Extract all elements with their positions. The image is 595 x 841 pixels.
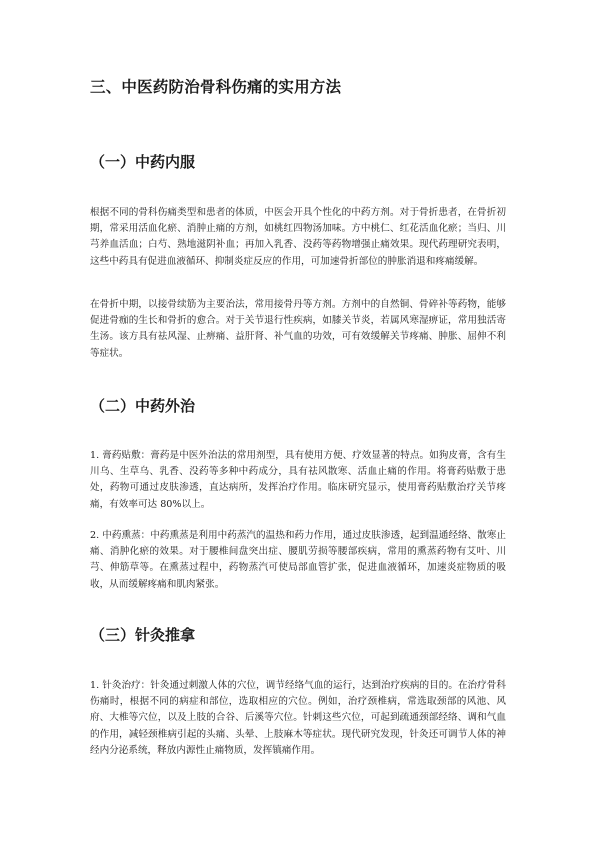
section-heading-internal-medicine: （一）中药内服 — [90, 153, 196, 171]
paragraph: 在骨折中期，以接骨续筋为主要治法，常用接骨丹等方剂。方剂中的自然铜、骨碎补等药物，能够促进骨痂的生长和骨折的愈合。对于关节退行性疾病，如膝关节炎，若属风寒湿痹证，常用独活寄生汤。该方具有祛风湿、止痹痛、益肝肾、补气血的功效，可有效缓解关节疼痛、肿胀、屈伸不利等症状。 — [90, 299, 506, 359]
paragraph: 2. 中药熏蒸：中药熏蒸是利用中药蒸汽的温热和药力作用，通过皮肤渗透，起到温通经络、散寒止痛、消肿化瘀的效果。对于腰椎间盘突出症、腰肌劳损等腰部疾病，常用的熏蒸药物有艾叶、川芎、伸筋草等。在熏蒸过程中，药物蒸汽可使局部血管扩张，促进血液循环，加速炎症物质的吸收，从而缓解疼痛和肌肉紧张。 — [90, 530, 506, 590]
section-heading-external-treatment: （二）中药外治 — [90, 397, 196, 415]
paragraph: 1. 膏药贴敷：膏药是中医外治法的常用剂型，具有使用方便、疗效显著的特点。如狗皮膏，含有生川乌、生草乌、乳香、没药等多种中药成分，具有祛风散寒、活血止痛的作用。将膏药贴敷于患处，药物可通过皮肤渗透，直达病所，发挥治疗作用。临床研究显示，使用膏药贴敷治疗关节疼痛，有效率可达 80%以上。 — [90, 450, 506, 510]
section-heading-acupuncture-massage: （三）针灸推拿 — [90, 626, 196, 644]
page-title: 三、中医药防治骨科伤痛的实用方法 — [90, 78, 342, 96]
paragraph: 1. 针灸治疗：针灸通过刺激人体的穴位，调节经络气血的运行，达到治疗疾病的目的。在治疗骨科伤痛时，根据不同的病症和部位，选取相应的穴位。例如，治疗颈椎病，常选取颈部的风池、风府、大椎等穴位，以及上肢的合谷、后溪等穴位。针刺这些穴位，可起到疏通颈部经络、调和气血的作用，减轻颈椎病引起的头痛、头晕、上肢麻木等症状。现代研究发现，针灸还可调节人体的神经内分泌系统，释放内源性止痛物质，发挥镇痛作用。 — [90, 680, 506, 756]
paragraph: 根据不同的骨科伤痛类型和患者的体质，中医会开具个性化的中药方剂。对于骨折患者，在骨折初期，常采用活血化瘀、消肿止痛的方剂，如桃红四物汤加味。方中桃仁、红花活血化瘀；当归、川芎养血活血；白芍、熟地滋阴补血；再加入乳香、没药等药物增强止痛效果。现代药理研究表明，这些中药具有促进血液循环、抑制炎症反应的作用，可加速骨折部位的肿胀消退和疼痛缓解。 — [90, 207, 506, 267]
